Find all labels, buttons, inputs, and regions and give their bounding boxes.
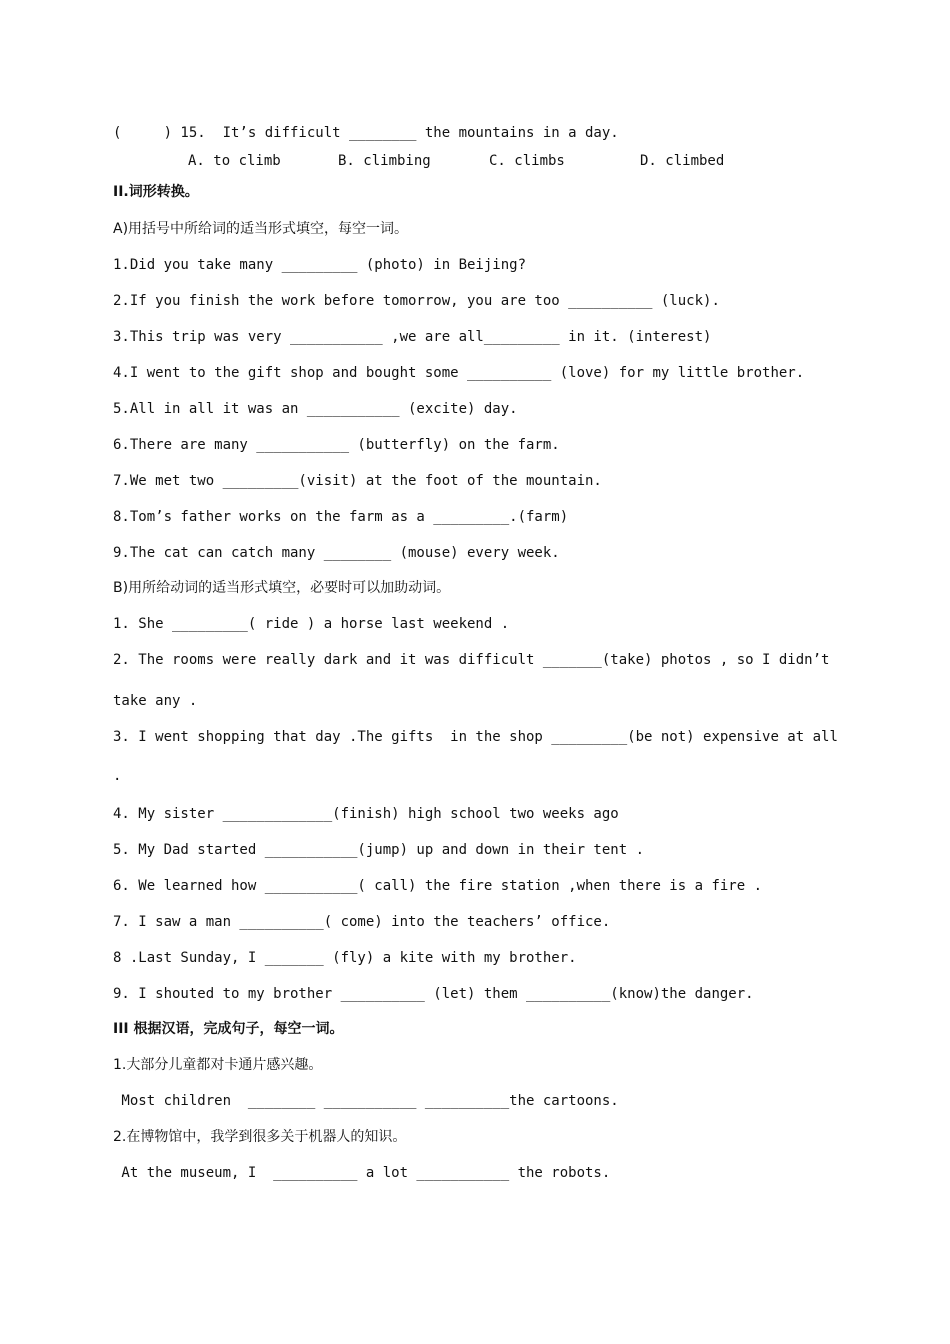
question-15: ( ) 15. It’s difficult ________ the mountains in a day. (113, 125, 619, 141)
translation-answer-line: At the museum, I __________ a lot ___________ the robots. (113, 1165, 611, 1181)
part-b-item: 6. We learned how ___________( call) the fire station ,when there is a fire . (113, 878, 763, 894)
part-a-item: 6.There are many ___________ (butterfly) on the farm. (113, 437, 560, 453)
section-2-title: II.词形转换。 (113, 184, 199, 200)
part-b-item: 7. I saw a man __________( come) into the teachers’ office. (113, 914, 611, 930)
part-b-item: 1. She _________( ride ) a horse last weekend . (113, 616, 510, 632)
part-a-item: 2.If you finish the work before tomorrow, you are too __________ (luck). (113, 293, 720, 309)
part-a-item: 1.Did you take many _________ (photo) in Beijing? (113, 257, 527, 273)
translation-prompt: 1.大部分儿童都对卡通片感兴趣。 (113, 1057, 323, 1073)
part-a-item: 9.The cat can catch many ________ (mouse) every week. (113, 545, 560, 561)
translation-answer-line: Most children ________ ___________ __________the cartoons. (113, 1093, 619, 1109)
part-a-item: 7.We met two _________(visit) at the foot of the mountain. (113, 473, 602, 489)
part-b-item: 5. My Dad started ___________(jump) up and down in their tent . (113, 842, 645, 858)
option-b: B. climbing (338, 153, 431, 169)
part-b-item-continued: take any . (113, 693, 198, 709)
part-b-item: 9. I shouted to my brother __________ (let) them __________(know)the danger. (113, 986, 754, 1002)
part-a-item: 3.This trip was very ___________ ,we are all_________ in it. (interest) (113, 329, 712, 345)
part-b-item: 3. I went shopping that day .The gifts in the shop _________(be not) expensive at all (113, 729, 838, 745)
part-b-item: 2. The rooms were really dark and it was difficult _______(take) photos , so I didn’t (113, 652, 830, 668)
option-c: C. climbs (489, 153, 565, 169)
part-a-instruction: A)用括号中所给词的适当形式填空，每空一词。 (113, 221, 409, 237)
option-d: D. climbed (640, 153, 725, 169)
part-b-instruction: B)用所给动词的适当形式填空，必要时可以加助动词。 (113, 580, 451, 596)
part-b-item-continued: . (113, 768, 122, 784)
part-a-item: 5.All in all it was an ___________ (excite) day. (113, 401, 518, 417)
part-a-item: 8.Tom’s father works on the farm as a _________.(farm) (113, 509, 569, 525)
option-a: A. to climb (188, 153, 281, 169)
part-a-item: 4.I went to the gift shop and bought some __________ (love) for my little brother. (113, 365, 805, 381)
part-b-item: 4. My sister _____________(finish) high school two weeks ago (113, 806, 619, 822)
section-3-title: III 根据汉语，完成句子，每空一词。 (113, 1021, 344, 1037)
part-b-item: 8 .Last Sunday, I _______ (fly) a kite with my brother. (113, 950, 577, 966)
translation-prompt: 2.在博物馆中，我学到很多关于机器人的知识。 (113, 1129, 407, 1145)
